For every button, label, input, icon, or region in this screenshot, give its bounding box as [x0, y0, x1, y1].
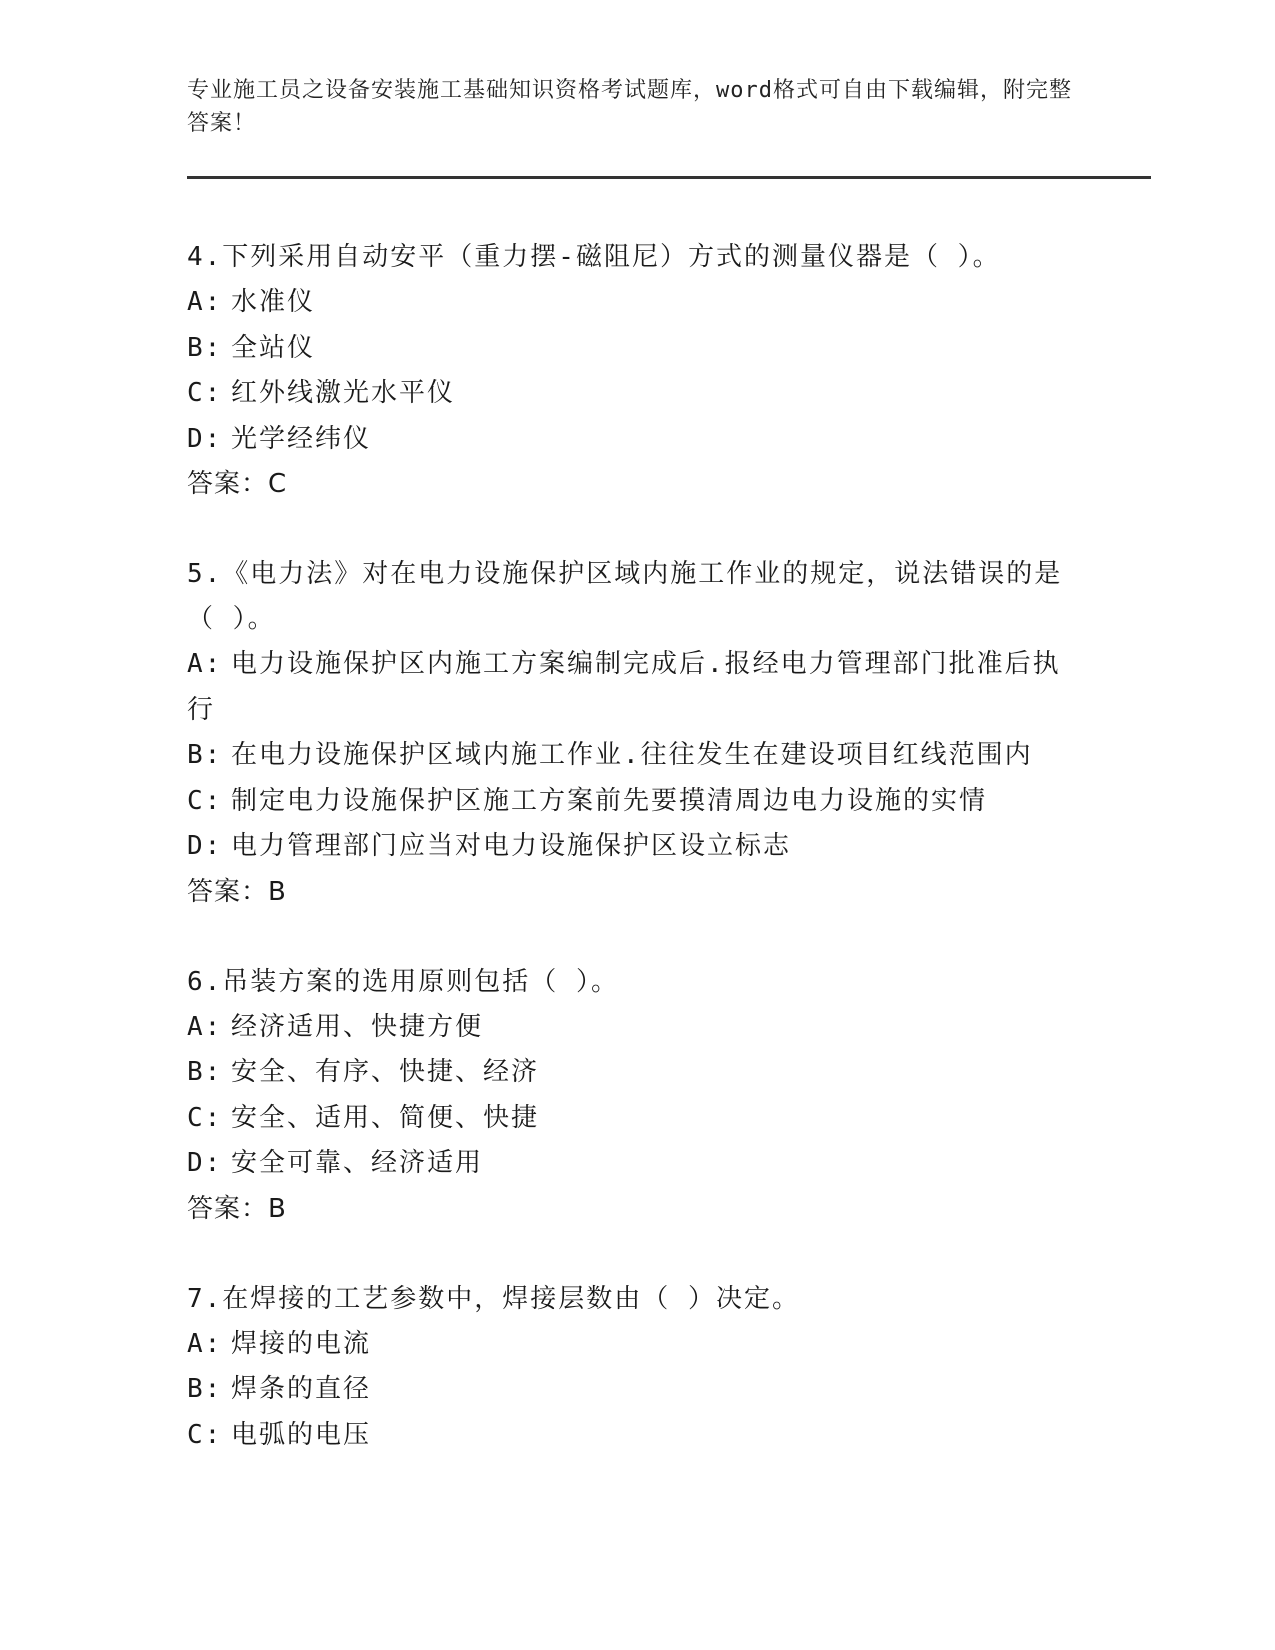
question-list	[187, 235, 1087, 1503]
option-a	[187, 1322, 1087, 1368]
question-stem: 5.《电力法》对在电力设施保护区域内施工作业的规定，说法错误的是（ ）。	[187, 559, 1063, 634]
option-text: 安全、适用、简便、快捷	[231, 1102, 540, 1133]
option-letter: D:	[187, 423, 223, 454]
option-text: 光学经纬仪	[231, 423, 372, 454]
question-6	[187, 960, 1087, 1232]
option-b	[187, 326, 1087, 372]
option-letter: B:	[187, 740, 223, 770]
option-text: 全站仪	[231, 332, 316, 363]
option-a	[187, 280, 1087, 326]
answer-line: 答案：B	[187, 876, 287, 907]
option-text: 安全可靠、经济适用	[231, 1148, 484, 1178]
option-text: 电弧的电压	[231, 1419, 372, 1450]
option-letter: A:	[187, 287, 223, 317]
option-text: 在电力设施保护区域内施工作业.往往发生在建设项目红线范围内	[231, 740, 1033, 770]
question-stem: 6.吊装方案的选用原则包括（ ）。	[187, 966, 619, 997]
option-c	[187, 1096, 1087, 1142]
option-b	[187, 1050, 1087, 1096]
option-c	[187, 371, 1087, 417]
option-text: 电力管理部门应当对电力设施保护区设立标志	[231, 831, 792, 861]
option-text: 红外线激光水平仪	[231, 378, 456, 408]
option-text: 水准仪	[231, 287, 316, 317]
option-text: 制定电力设施保护区施工方案前先要摸清周边电力设施的实情	[231, 785, 988, 816]
option-letter: A:	[187, 1328, 223, 1359]
option-letter: C:	[187, 1102, 223, 1133]
option-letter: D:	[187, 1148, 223, 1178]
option-d	[187, 417, 1087, 463]
option-b	[187, 1367, 1087, 1413]
option-d	[187, 1141, 1087, 1187]
option-text: 焊条的直径	[231, 1374, 372, 1404]
question-4	[187, 235, 1087, 507]
header-intro: 专业施工员之设备安装施工基础知识资格考试题库，word格式可自由下载编辑，附完整答案！	[187, 78, 1072, 136]
option-text: 电力设施保护区内施工方案编制完成后.报经电力管理部门批准后执行	[187, 649, 1061, 725]
answer-line: 答案：C	[187, 469, 288, 499]
option-text: 经济适用、快捷方便	[231, 1011, 484, 1042]
question-7	[187, 1277, 1087, 1459]
option-d	[187, 824, 1087, 870]
option-letter: B:	[187, 1374, 223, 1404]
option-letter: A:	[187, 1011, 223, 1042]
option-letter: B:	[187, 1057, 223, 1087]
answer-line: 答案：B	[187, 1193, 287, 1224]
question-stem: 4.下列采用自动安平（重力摆-磁阻尼）方式的测量仪器是（ ）。	[187, 242, 1001, 272]
option-b	[187, 733, 1087, 779]
question-stem: 7.在焊接的工艺参数中，焊接层数由（ ）决定。	[187, 1283, 800, 1314]
option-text: 焊接的电流	[231, 1328, 372, 1359]
option-c	[187, 779, 1087, 825]
option-c	[187, 1413, 1087, 1459]
option-letter: C:	[187, 785, 223, 816]
option-letter: C:	[187, 378, 223, 408]
option-a	[187, 642, 1087, 733]
option-a	[187, 1005, 1087, 1051]
option-letter: A:	[187, 649, 223, 679]
option-text: 安全、有序、快捷、经济	[231, 1057, 540, 1087]
header-divider	[187, 176, 1151, 179]
option-letter: D:	[187, 831, 223, 861]
question-5	[187, 552, 1087, 915]
option-letter: C:	[187, 1419, 223, 1450]
option-letter: B:	[187, 332, 223, 363]
